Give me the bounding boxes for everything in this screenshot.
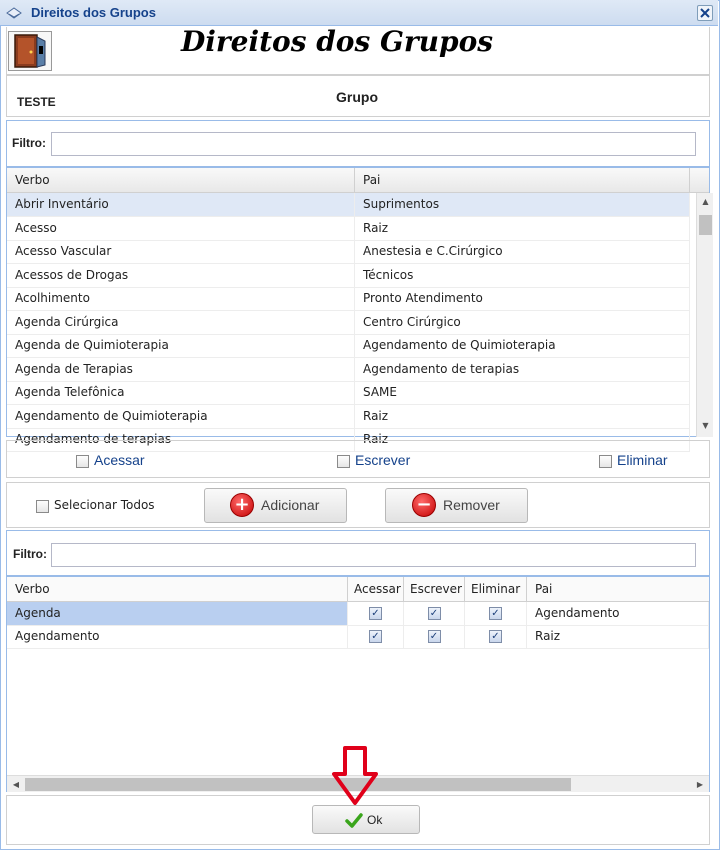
window-title: Direitos dos Grupos [31,5,156,20]
cell-pai: Suprimentos [355,193,690,216]
add-icon: + [230,493,254,517]
scroll-thumb[interactable] [699,215,712,235]
cell-verbo: Acessos de Drogas [7,264,355,287]
table-row[interactable] [7,405,690,429]
cell-verbo: Agendamento de Quimioterapia [7,405,355,428]
scroll-thumb[interactable] [25,778,571,791]
scroll-left-icon[interactable]: ◀ [12,780,20,789]
cell-verbo: Acolhimento [7,287,355,310]
add-button-label: Adicionar [261,497,320,513]
cell-pai: Técnicos [355,264,690,287]
close-icon [698,6,712,20]
filter-input-bottom[interactable] [51,543,696,567]
down-arrow-annotation-icon [332,746,378,806]
acessar-checkbox[interactable] [76,455,89,468]
window-icon [6,6,22,20]
acessar-checkbox[interactable]: ✓ [369,630,382,643]
grid-header [7,168,709,193]
close-button[interactable] [697,5,713,21]
cell-verbo: Acesso [7,217,355,240]
eliminar-label[interactable]: Eliminar [617,452,668,468]
column-header-verbo[interactable]: Verbo [7,577,348,602]
verbs-grid [6,167,710,446]
filter-input-top[interactable] [51,132,696,156]
column-header-eliminar[interactable]: Eliminar [465,577,527,602]
cell-pai: Raiz [355,405,690,428]
cell-pai: Anestesia e C.Cirúrgico [355,240,690,263]
eliminar-checkbox[interactable] [599,455,612,468]
table-row[interactable] [7,602,709,626]
cell-pai: Raiz [355,428,690,451]
check-icon [345,812,363,829]
cell-eliminar [465,602,527,625]
group-name: TESTE [17,95,56,109]
table-row[interactable] [7,287,690,311]
acessar-checkbox[interactable]: ✓ [369,607,382,620]
vertical-scrollbar[interactable] [696,193,713,437]
cell-verbo: Agenda [7,602,348,625]
cell-pai: Agendamento de Quimioterapia [355,334,690,357]
eliminar-checkbox[interactable]: ✓ [489,630,502,643]
eliminar-checkbox[interactable]: ✓ [489,607,502,620]
column-header-pai[interactable]: Pai [355,168,690,193]
table-row[interactable] [7,625,709,649]
scroll-down-icon[interactable]: ▼ [702,421,709,430]
column-header-verbo[interactable]: Verbo [7,168,355,193]
cell-escrever [404,625,465,648]
cell-verbo: Agenda Telefônica [7,381,355,404]
grid-header [7,577,709,602]
escrever-checkbox[interactable]: ✓ [428,607,441,620]
cell-verbo: Agendamento de terapias [7,428,355,451]
cell-escrever [404,602,465,625]
acessar-label[interactable]: Acessar [94,452,145,468]
table-row[interactable] [7,358,690,382]
group-label: Grupo [336,89,378,105]
cell-acessar [348,625,404,648]
select-all-checkbox[interactable] [36,500,49,513]
cell-verbo: Agenda de Quimioterapia [7,334,355,357]
scroll-up-icon[interactable]: ▲ [702,197,709,206]
cell-pai: Raiz [527,625,709,648]
table-row[interactable] [7,193,690,217]
cell-verbo: Agenda de Terapias [7,358,355,381]
grid-body [7,193,690,446]
table-row[interactable] [7,217,690,241]
remove-button-label: Remover [443,497,500,513]
scroll-right-icon[interactable]: ▶ [696,780,704,789]
cell-pai: SAME [355,381,690,404]
table-row[interactable] [7,264,690,288]
table-row[interactable] [7,240,690,264]
table-row[interactable] [7,311,690,335]
page-title: Direitos dos Grupos [180,25,494,58]
cell-eliminar [465,625,527,648]
column-header-escrever[interactable]: Escrever [404,577,465,602]
cell-verbo: Agenda Cirúrgica [7,311,355,334]
column-header-pai[interactable]: Pai [535,582,553,596]
remove-icon: − [412,493,436,517]
cell-verbo: Agendamento [7,625,348,648]
filter-label: Filtro: [13,547,47,561]
cell-pai: Agendamento de terapias [355,358,690,381]
table-row[interactable] [7,334,690,358]
escrever-label[interactable]: Escrever [355,452,411,468]
filter-label: Filtro: [12,136,46,150]
cell-verbo: Acesso Vascular [7,240,355,263]
cell-pai: Agendamento [527,602,709,625]
ok-button-label: Ok [367,813,383,827]
cell-pai: Raiz [355,217,690,240]
select-all-label[interactable]: Selecionar Todos [54,498,155,512]
ok-button[interactable] [312,805,420,834]
escrever-checkbox[interactable]: ✓ [428,630,441,643]
cell-pai: Pronto Atendimento [355,287,690,310]
escrever-checkbox[interactable] [337,455,350,468]
cell-verbo: Abrir Inventário [7,193,355,216]
cell-acessar [348,602,404,625]
column-header-acessar[interactable]: Acessar [348,577,404,602]
table-row[interactable] [7,381,690,405]
cell-pai: Centro Cirúrgico [355,311,690,334]
